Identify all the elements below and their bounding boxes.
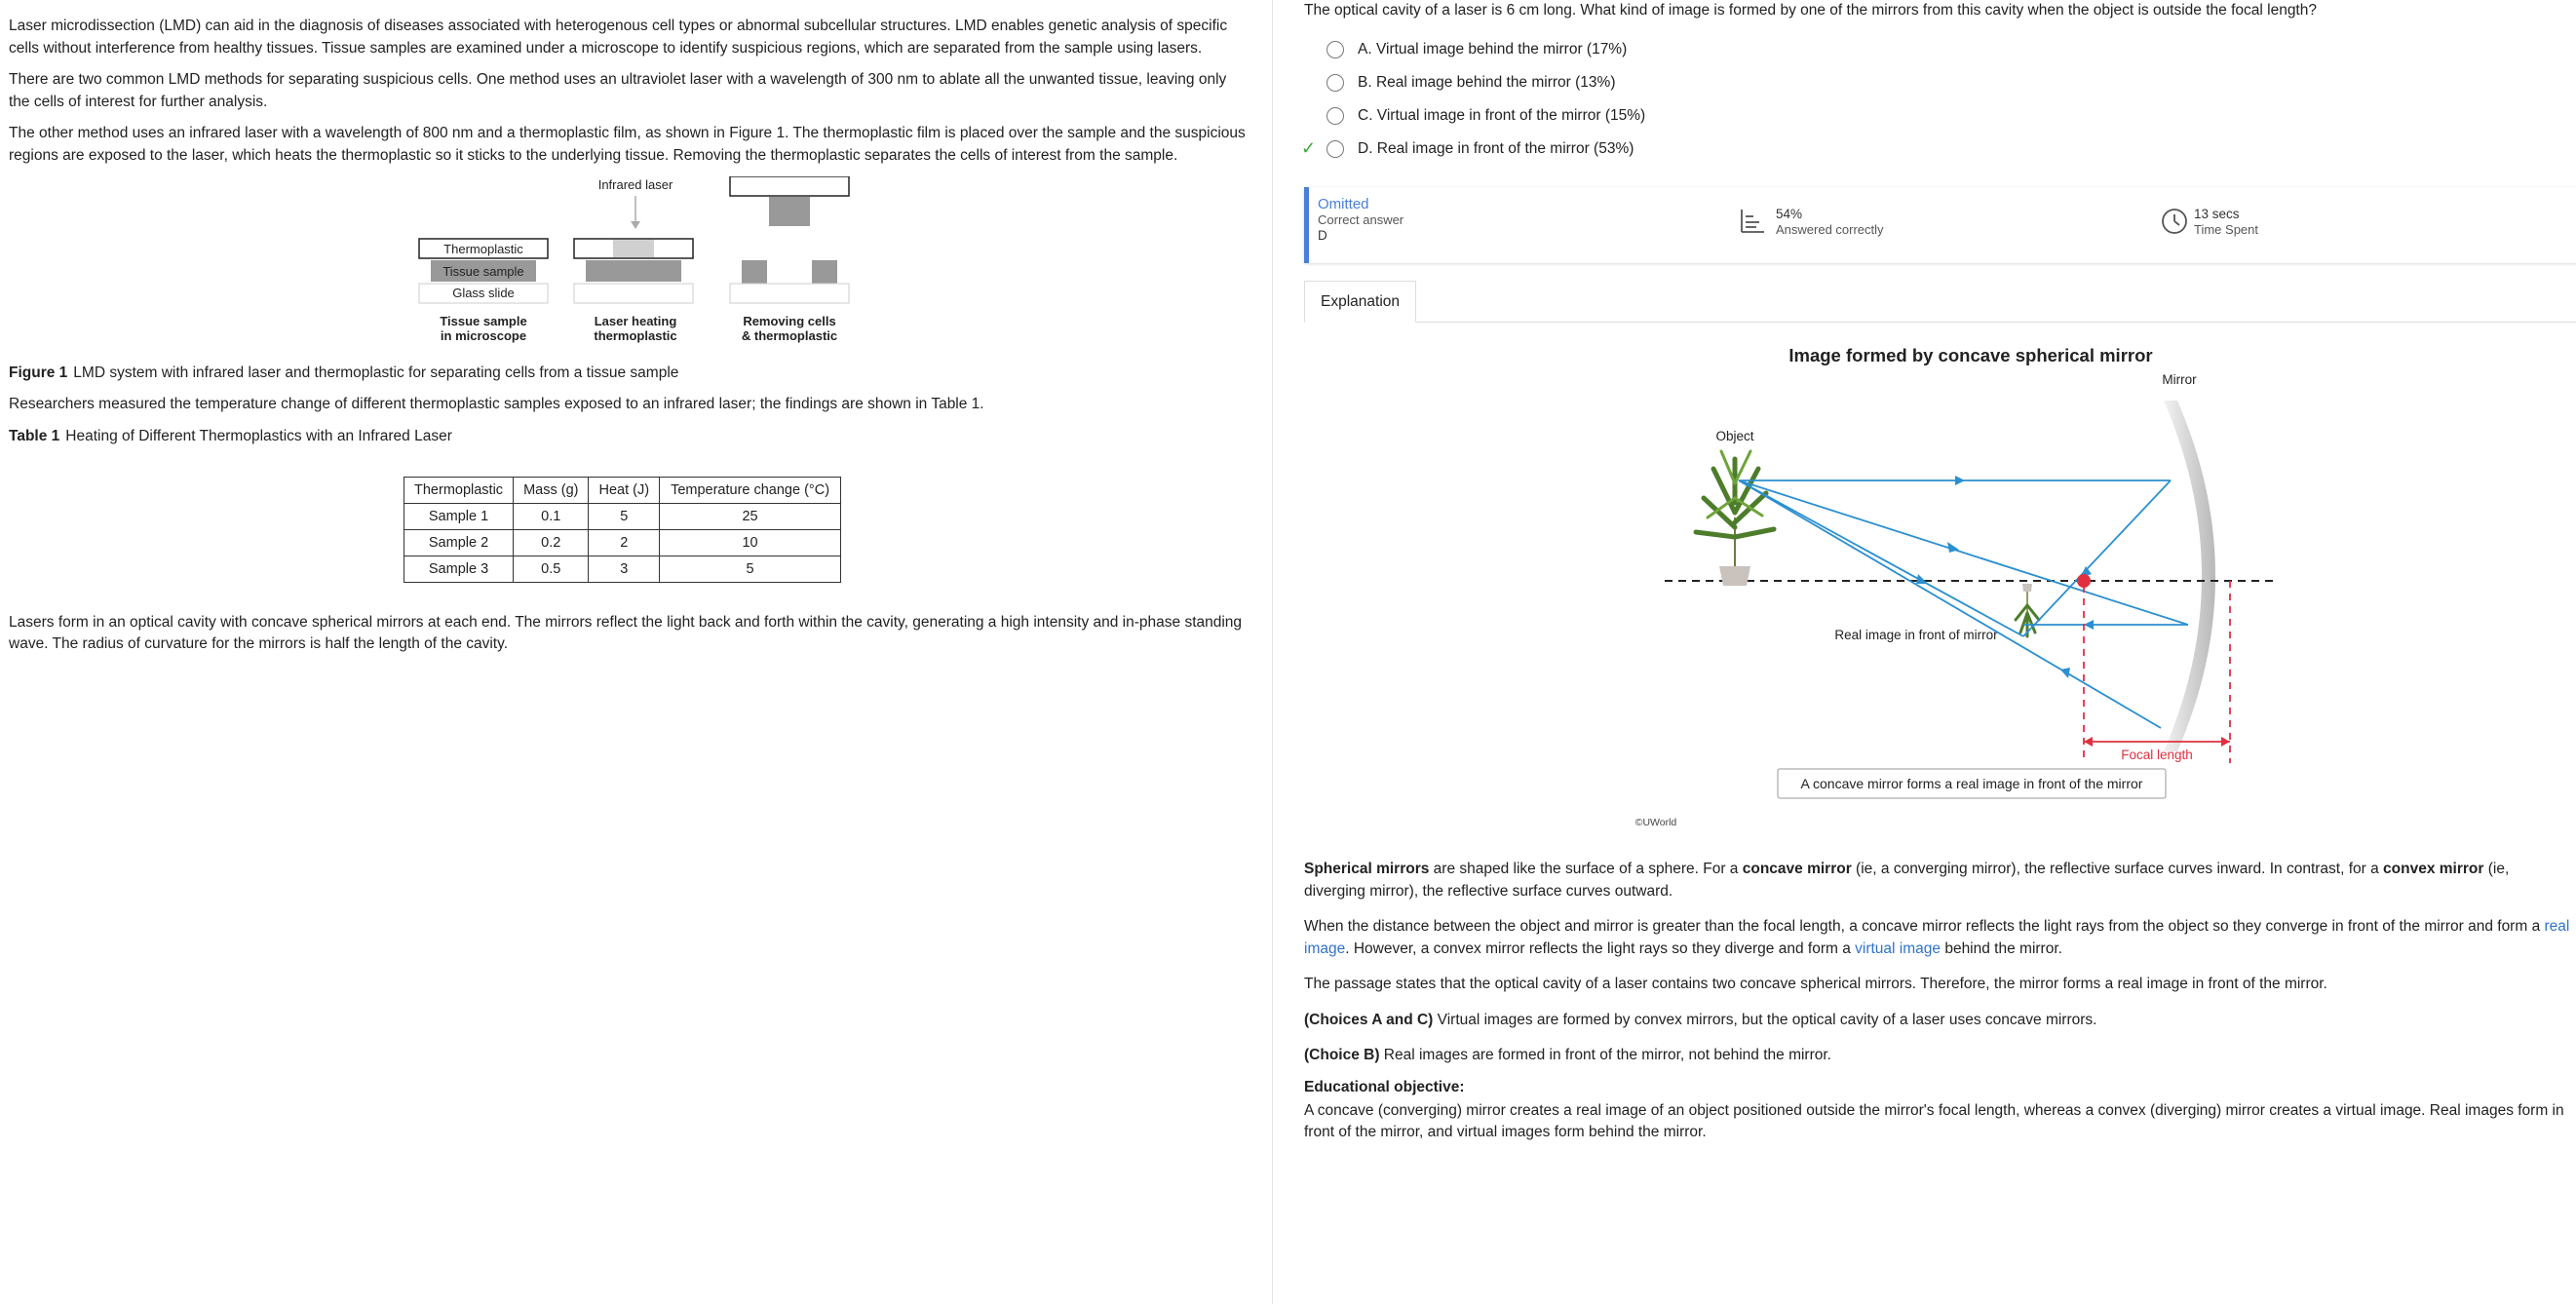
object-label: Object <box>1715 429 1754 443</box>
figure-1-diagram <box>9 176 1247 371</box>
choice-label: D. Real image in front of the mirror (53%) <box>1358 140 1634 157</box>
table-header-cell: Temperature change (°C) <box>660 477 841 503</box>
educational-objective-title: Educational objective: <box>1304 1078 1465 1095</box>
explanation-choice-b <box>1304 1045 2571 1067</box>
explanation-choices-a-c <box>1304 1010 2571 1032</box>
percent-correct-label: Answered correctly <box>1776 222 1884 237</box>
focal-length-label: Focal length <box>2121 748 2193 762</box>
radio-button[interactable] <box>1326 41 1344 58</box>
table-1-caption <box>9 426 1250 447</box>
stage3-tissue-left <box>742 260 767 284</box>
radio-button[interactable] <box>1326 140 1344 158</box>
table-cell: 25 <box>660 503 841 529</box>
step2-title-line1: Laser heating <box>594 314 677 328</box>
passage-paragraph-5: Lasers form in an optical cavity with concave spherical mirrors at each end. The mirrors reflect the light back and forth within the cavity, generating a high intensity and in-phase standing wave. The radius of curvature for the mirrors is half the length of the cavity. <box>9 613 1243 652</box>
figure-1-caption-label: Figure 1 <box>9 364 68 381</box>
image-plant-icon <box>2016 584 2039 636</box>
mirror-diagram-svg <box>1304 323 2571 976</box>
diagram-note: A concave mirror forms a real image in front of the mirror <box>1800 776 2143 791</box>
ray-parallel-reflected <box>2023 480 2171 636</box>
table-row <box>404 529 841 556</box>
status-omitted: Omitted <box>1318 196 1369 212</box>
label-glass-slide: Glass slide <box>452 286 515 300</box>
text-span: Real images are formed in front of the mirror, not behind the mirror. <box>1379 1047 1831 1063</box>
table-header-cell: Thermoplastic <box>404 477 514 503</box>
term-concave-mirror: concave mirror <box>1742 861 1852 877</box>
image-label: Real image in front of mirror <box>1834 628 1998 642</box>
table-header-row <box>404 477 841 503</box>
laser-arrowhead <box>631 221 640 229</box>
light-rays <box>1739 480 2188 728</box>
choice-b[interactable] <box>1326 66 2576 99</box>
table-cell: Sample 3 <box>404 556 514 582</box>
passage-panel <box>0 0 1273 1304</box>
text-span: are shaped like the surface of a sphere. For a <box>1429 861 1743 877</box>
table-cell: 0.5 <box>514 556 589 582</box>
stage2-tissue <box>586 260 681 282</box>
table-row <box>404 556 841 582</box>
stage3-tissue-right <box>812 260 837 284</box>
table-cell: Sample 1 <box>404 503 514 529</box>
step3-title-line1: Removing cells <box>743 314 836 328</box>
stat-time-spent <box>2162 207 2258 238</box>
table-1-caption-text: Heating of Different Thermoplastics with an Infrared Laser <box>65 427 452 444</box>
concave-mirror <box>2164 401 2215 751</box>
correct-check-icon: ✓ <box>1301 138 1317 158</box>
table-1-caption-label: Table 1 <box>9 427 60 444</box>
diagram-title: Image formed by concave spherical mirror <box>1788 345 2153 365</box>
label-thermoplastic: Thermoplastic <box>443 242 523 256</box>
choice-d[interactable] <box>1301 133 2576 166</box>
choice-ref-a-c: (Choices A and C) <box>1304 1011 1434 1028</box>
passage-paragraph-1: Laser microdissection (LMD) can aid in the diagnosis of diseases associated with heterogenous cell types or abnormal subcellular structures. LMD enables genetic analysis of specific cells without interference from healthy tissues. Tissue samples are examined under a microscope to identify suspicious regions, which are separated from the sample using lasers. <box>9 18 1228 57</box>
label-tissue-sample: Tissue sample <box>442 264 524 279</box>
text-span: (ie, diverging mirror), the reflective surface curves outward. <box>1304 861 2510 900</box>
answer-stats-bar <box>1304 187 2576 263</box>
mirror-label: Mirror <box>2162 372 2197 387</box>
ray-to-mirror-bottom <box>1739 480 2161 728</box>
table-header-cell: Mass (g) <box>514 477 589 503</box>
step2-title-line2: thermoplastic <box>594 328 677 343</box>
clock-icon <box>2160 207 2189 236</box>
link-virtual-image[interactable]: virtual image <box>1855 940 1942 957</box>
step1-title-line1: Tissue sample <box>440 314 527 328</box>
table-1 <box>404 477 841 583</box>
mirror-diagram <box>1304 323 2571 976</box>
passage-paragraph-2: There are two common LMD methods for separating suspicious cells. One method uses an ultraviolet laser with a wavelength of 300 nm to ablate all the unwanted tissue, leaving only the cells of interest for further analysis. <box>9 71 1227 110</box>
ray-arrowheads <box>1916 476 2094 678</box>
explanation-paragraph-3: The passage states that the optical cavity of a laser contains two concave spherical mirrors. Therefore, the mirror forms a real image in front of the mirror. <box>1304 976 2327 992</box>
choice-label: B. Real image behind the mirror (13%) <box>1358 74 1616 91</box>
correct-answer-value: D <box>1318 228 1327 243</box>
passage-paragraph-4: Researchers measured the temperature change of different thermoplastic samples exposed to an infrared laser; the findings are shown in Table 1. <box>9 396 984 412</box>
choice-ref-b: (Choice B) <box>1304 1047 1380 1063</box>
tab-bar <box>1304 281 2576 323</box>
correct-answer-label: Correct answer <box>1318 212 1404 227</box>
table-cell: Sample 2 <box>404 529 514 556</box>
radio-button[interactable] <box>1326 74 1344 92</box>
question-panel <box>1274 0 2576 1304</box>
copyright: ©UWorld <box>1634 817 1677 828</box>
text-span: behind the mirror. <box>1941 940 2062 957</box>
time-spent-value: 13 secs <box>2194 207 2240 221</box>
link-real-image[interactable]: real image <box>1304 918 2570 957</box>
text-span: Virtual images are formed by convex mirrors, but the optical cavity of a laser uses concave mirrors. <box>1433 1011 2097 1028</box>
text-span: (ie, a converging mirror), the reflective surface curves inward. In contrast, for a <box>1851 861 2384 877</box>
term-convex-mirror: convex mirror <box>2383 861 2484 877</box>
table-cell: 2 <box>589 529 660 556</box>
step1-title-line2: in microscope <box>440 328 527 343</box>
label-infrared-laser: Infrared laser <box>597 177 673 192</box>
passage-paragraph-3: The other method uses an infrared laser with a wavelength of 800 nm and a thermoplastic film, as shown in Figure 1. The thermoplastic film is placed over the sample and the suspicious regions are exposed to the laser, which heats the thermoplastic so it sticks to the underlying tissue. Removing the thermoplastic separates the cells of interest from the sample. <box>9 125 1246 164</box>
stage2-glass <box>574 284 693 303</box>
table-header-cell: Heat (J) <box>589 477 660 503</box>
table-cell: 3 <box>589 556 660 582</box>
focal-point <box>2077 574 2091 588</box>
stat-percent-correct <box>1740 207 1884 238</box>
stage3-glass <box>730 284 849 303</box>
question-text: The optical cavity of a laser is 6 cm long. What kind of image is formed by one of the mirrors from this cavity when the object is outside the focal length? <box>1304 2 2317 19</box>
table-cell: 5 <box>660 556 841 582</box>
choice-c[interactable] <box>1326 99 2576 133</box>
table-cell: 5 <box>589 503 660 529</box>
stage2-heated-zone <box>613 240 654 257</box>
figure-1-caption-text: LMD system with infrared laser and thermoplastic for separating cells from a tissue sample <box>73 364 679 381</box>
time-spent-label: Time Spent <box>2194 222 2258 237</box>
answer-choices <box>1301 33 2576 166</box>
table-cell: 0.1 <box>514 503 589 529</box>
step3-title-line2: & thermoplastic <box>741 328 838 343</box>
stage3-thermoplastic <box>730 176 849 196</box>
table-row <box>404 503 841 529</box>
term-spherical-mirrors: Spherical mirrors <box>1304 861 1430 877</box>
choice-a[interactable] <box>1326 33 2576 66</box>
text-span: When the distance between the object and mirror is greater than the focal length, a concave mirror reflects the light rays from the object so they converge in front of the mirror and form a <box>1304 918 2545 935</box>
educational-objective-text: A concave (converging) mirror creates a real image of an object positioned outside the mirror's focal length, whereas a convex (diverging) mirror creates a virtual image. Real images form in front of the mirror, and virtual images form behind the mirror. <box>1304 1101 2564 1140</box>
percent-correct-value: 54% <box>1776 207 1803 221</box>
choice-label: A. Virtual image behind the mirror (17%) <box>1358 41 1628 58</box>
figure-1 <box>9 176 1250 371</box>
table-cell: 10 <box>660 529 841 556</box>
bar-chart-icon <box>1738 207 1767 236</box>
choice-label: C. Virtual image in front of the mirror (15%) <box>1358 107 1646 124</box>
table-cell: 0.2 <box>514 529 589 556</box>
tab-explanation[interactable]: Explanation <box>1304 281 1416 323</box>
text-span: . However, a convex mirror reflects the light rays so they diverge and form a <box>1345 940 1856 957</box>
object-plant-icon <box>1696 451 1774 586</box>
stat-correct-answer <box>1318 197 1403 244</box>
stage3-lifted-cells <box>769 197 810 226</box>
radio-button[interactable] <box>1326 107 1344 125</box>
